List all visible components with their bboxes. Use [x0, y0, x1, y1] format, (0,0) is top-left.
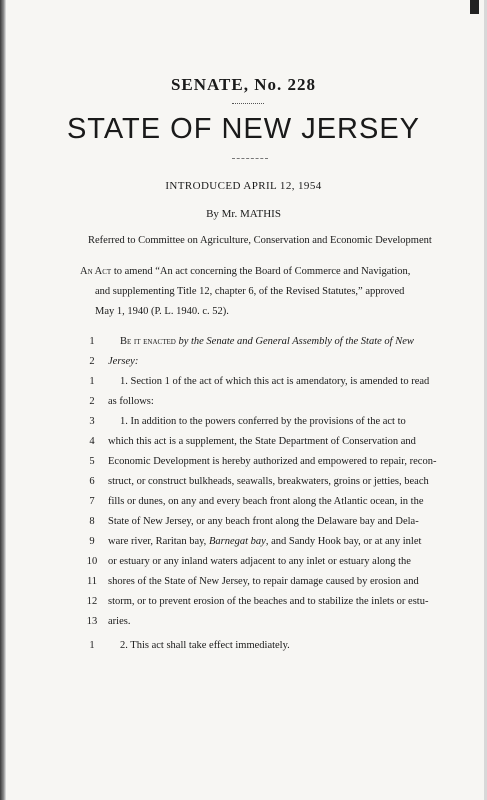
bill-line	[0, 616, 487, 630]
enacting-clause	[120, 336, 414, 347]
line-text: or estuary or any inland waters adjacent to any inlet or estuary along the	[108, 556, 411, 567]
committee-referral: Referred to Committee on Agriculture, Conservation and Economic Development	[88, 235, 432, 246]
line-text: which this act is a supplement, the State Department of Conservation and	[108, 436, 416, 447]
sponsor: By Mr. MATHIS	[206, 208, 281, 220]
act-title-line: and supplementing Title 12, chapter 6, of the Revised Statutes,” approved	[95, 286, 405, 297]
bill-number: SENATE, No. 228	[170, 75, 317, 94]
line-number: 4	[89, 436, 95, 447]
line-number: 11	[86, 576, 98, 587]
line-number: 13	[86, 616, 98, 627]
line-number: 9	[89, 536, 95, 547]
enacting-lead: Be it enacted	[120, 336, 176, 347]
bill-line	[0, 536, 487, 550]
line-number: 10	[86, 556, 98, 567]
line-text: ware river, Raritan bay, Barnegat bay, and Sandy Hook bay, or at any inlet	[108, 536, 422, 547]
act-title-line: May 1, 1940 (P. L. 1940. c. 52).	[95, 306, 229, 317]
line-text: 1. Section 1 of the act of which this act is amendatory, is amended to read	[120, 376, 430, 387]
enacting-text: by the Senate and General Assembly of the State of New	[178, 336, 414, 347]
bill-line	[0, 436, 487, 450]
act-title-text: to amend “An act concerning the Board of Commerce and Navigation,	[113, 266, 411, 277]
line-number: 7	[89, 496, 95, 507]
line-text: Economic Development is hereby authorized and empowered to repair, recon-	[108, 456, 437, 467]
bill-line	[0, 476, 487, 490]
bill-line	[0, 556, 487, 570]
line-number: 2	[89, 356, 95, 367]
act-title-lead: An Act	[80, 266, 112, 277]
line-number: 8	[89, 516, 95, 527]
line-number: 12	[86, 596, 98, 607]
line-number: 1	[89, 376, 95, 387]
line-text: fills or dunes, on any and every beach front along the Atlantic ocean, in the	[108, 496, 424, 507]
line-text: Jersey:	[108, 356, 139, 367]
introduced-date: INTRODUCED APRIL 12, 1954	[165, 180, 322, 192]
line-number: 1	[89, 336, 95, 347]
place-name: Barnegat bay	[208, 536, 266, 547]
line-text: State of New Jersey, or any beach front along the Delaware bay and Dela-	[108, 516, 419, 527]
bill-line	[0, 336, 487, 350]
bill-line	[0, 356, 487, 370]
bill-line	[0, 416, 487, 430]
act-title-line	[80, 266, 410, 277]
line-number: 2	[89, 396, 95, 407]
line-number: 5	[89, 456, 95, 467]
line-text: shores of the State of New Jersey, to repair damage caused by erosion and	[108, 576, 419, 587]
line-text: struct, or construct bulkheads, seawalls, breakwaters, groins or jetties, beach	[108, 476, 429, 487]
line-number: 6	[89, 476, 95, 487]
bill-line	[0, 596, 487, 610]
separator-rule	[232, 103, 264, 104]
bill-line	[0, 456, 487, 470]
line-number: 3	[89, 416, 95, 427]
line-text: aries.	[108, 616, 131, 627]
bill-line	[0, 640, 487, 654]
line-text: 1. In addition to the powers conferred by the provisions of the act to	[120, 416, 406, 427]
line-number: 1	[89, 640, 95, 651]
line-text: as follows:	[108, 396, 154, 407]
line-text: storm, or to prevent erosion of the beaches and to stabilize the inlets or estu-	[108, 596, 429, 607]
state-title: STATE OF NEW JERSEY	[66, 113, 421, 145]
bill-line	[0, 496, 487, 510]
bill-line	[0, 376, 487, 390]
corner-mark	[470, 0, 479, 14]
separator-rule	[232, 158, 268, 159]
bill-line	[0, 576, 487, 590]
bill-line	[0, 516, 487, 530]
line-text: 2. This act shall take effect immediately.	[120, 640, 290, 651]
bill-line	[0, 396, 487, 410]
